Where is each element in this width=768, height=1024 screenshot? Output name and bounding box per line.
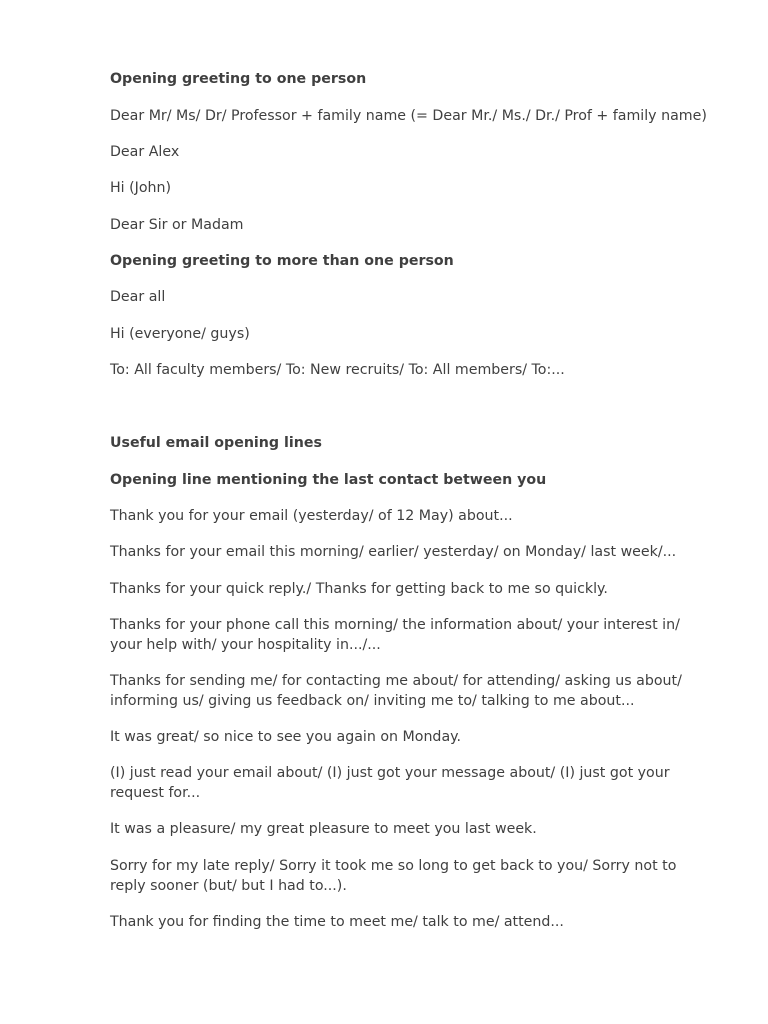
opening-line: It was great/ so nice to see you again on Monday.: [110, 729, 462, 745]
greeting-line: Dear Sir or Madam: [110, 217, 244, 233]
subsection-heading-last-contact: Opening line mentioning the last contact between you: [110, 472, 547, 488]
greeting-line: Dear all: [110, 289, 166, 305]
opening-line: Thank you for your email (yesterday/ of 12 May) about...: [110, 508, 513, 524]
section-heading-one-person: Opening greeting to one person: [110, 71, 367, 87]
opening-line: Thanks for your email this morning/ earlier/ yesterday/ on Monday/ last week/...: [110, 544, 677, 560]
opening-line: Thank you for finding the time to meet me/ talk to me/ attend...: [110, 914, 564, 930]
greeting-line: Hi (John): [110, 180, 172, 196]
greeting-line: Dear Mr/ Ms/ Dr/ Professor + family name (= Dear Mr./ Ms./ Dr./ Prof + family name): [110, 108, 707, 124]
opening-line: Thanks for sending me/ for contacting me about/ for attending/ asking us about/ informing us/ giving us feedback on/ inviting me to/ talking to me about...: [110, 673, 682, 709]
opening-line: Thanks for your phone call this morning/ the information about/ your interest in/ your help with/ your hospitality in.../...: [110, 617, 680, 653]
opening-line: (I) just read your email about/ (I) just got your message about/ (I) just got your request for...: [110, 765, 670, 801]
opening-line: It was a pleasure/ my great pleasure to meet you last week.: [110, 821, 537, 837]
section-heading-opening-lines: Useful email opening lines: [110, 435, 322, 451]
greeting-line: To: All faculty members/ To: New recruits/ To: All members/ To:...: [110, 362, 565, 378]
opening-line: Thanks for your quick reply./ Thanks for getting back to me so quickly.: [110, 581, 608, 597]
section-heading-multiple-people: Opening greeting to more than one person: [110, 253, 454, 269]
opening-line: Sorry for my late reply/ Sorry it took me so long to get back to you/ Sorry not to reply sooner (but/ but I had to...).: [110, 858, 677, 894]
greeting-line: Hi (everyone/ guys): [110, 326, 250, 342]
greeting-line: Dear Alex: [110, 144, 180, 160]
